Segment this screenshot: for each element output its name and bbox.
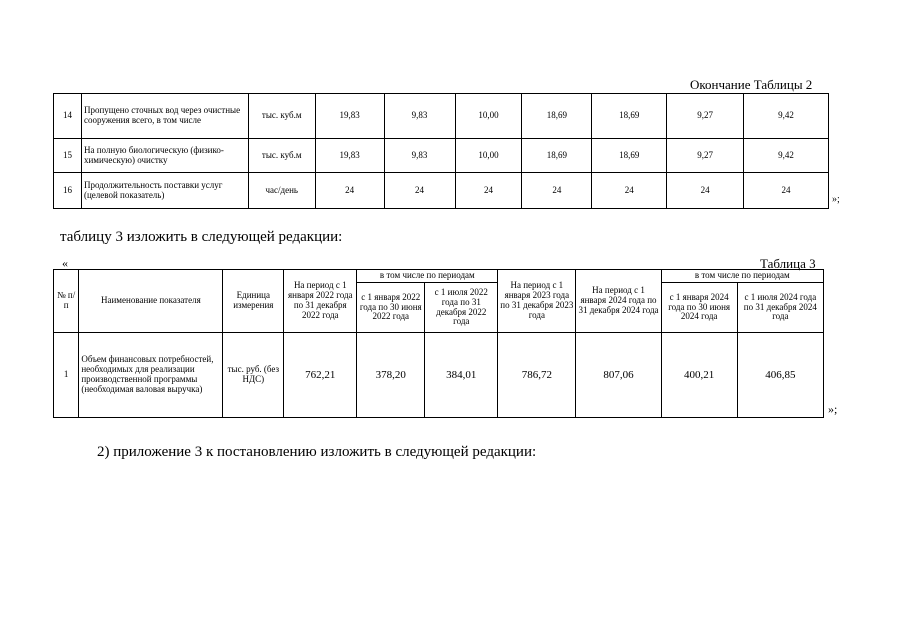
table3-caption: Таблица 3: [760, 256, 816, 271]
value-cell: 19,83: [315, 139, 384, 173]
header-period-2022: На период с 1 января 2022 года по 31 декабря 2022 года: [284, 270, 357, 333]
value-cell: 406,85: [737, 333, 823, 418]
row-number: 14: [54, 94, 82, 139]
header-h1-2024: с 1 января 2024 года по 30 июня 2024 года: [661, 283, 737, 333]
indicator-name: Объем финансовых потребностей, необходимых для реализации производственной программы (необходимая валовая выручка): [79, 333, 223, 418]
header-unit: Единица измерения: [223, 270, 284, 333]
table-row: [54, 139, 829, 173]
value-cell: 9,42: [744, 139, 829, 173]
value-cell: 24: [744, 173, 829, 209]
value-cell: 378,20: [357, 333, 425, 418]
value-cell: 24: [522, 173, 592, 209]
unit: тыс. куб.м: [248, 139, 315, 173]
table-row: [54, 333, 824, 418]
table3: [53, 269, 824, 418]
header-num: № п/п: [54, 270, 79, 333]
value-cell: 10,00: [455, 139, 522, 173]
row-number: 15: [54, 139, 82, 173]
unit: час/день: [248, 173, 315, 209]
value-cell: 9,42: [744, 94, 829, 139]
value-cell: 19,83: [315, 94, 384, 139]
value-cell: 18,69: [592, 94, 667, 139]
table2-closing-mark: »;: [832, 194, 840, 205]
value-cell: 807,06: [576, 333, 661, 418]
indicator-name: На полную биологическую (физико-химическую) очистку: [81, 139, 248, 173]
value-cell: 18,69: [522, 94, 592, 139]
value-cell: 762,21: [284, 333, 357, 418]
value-cell: 400,21: [661, 333, 737, 418]
paragraph-appendix: 2) приложение 3 к постановлению изложить в следующей редакции:: [97, 444, 537, 460]
value-cell: 9,27: [667, 94, 744, 139]
header-name: Наименование показателя: [79, 270, 223, 333]
value-cell: 18,69: [522, 139, 592, 173]
table2-caption: Окончание Таблицы 2: [690, 77, 813, 92]
value-cell: 24: [592, 173, 667, 209]
header-incl-periods-2024: в том числе по периодам: [661, 270, 823, 283]
table-row: [54, 94, 829, 139]
unit: тыс. куб.м: [248, 94, 315, 139]
header-period-2023: На период с 1 января 2023 года по 31 декабря 2023 года: [498, 270, 576, 333]
table3-open-quote: «: [62, 256, 68, 270]
value-cell: 24: [667, 173, 744, 209]
header-h2-2024: с 1 июля 2024 года по 31 декабря 2024 года: [737, 283, 823, 333]
value-cell: 384,01: [425, 333, 498, 418]
table3-closing-mark: »;: [828, 402, 838, 416]
indicator-name: Продолжительность поставки услуг (целевой показатель): [81, 173, 248, 209]
value-cell: 9,83: [384, 94, 455, 139]
header-incl-periods-2022: в том числе по периодам: [357, 270, 498, 283]
value-cell: 786,72: [498, 333, 576, 418]
table2: [53, 93, 829, 209]
header-h2-2022: с 1 июля 2022 года по 31 декабря 2022 года: [425, 283, 498, 333]
table-row: [54, 173, 829, 209]
paragraph-instruction: таблицу 3 изложить в следующей редакции:: [60, 229, 343, 245]
value-cell: 24: [384, 173, 455, 209]
value-cell: 18,69: [592, 139, 667, 173]
header-h1-2022: с 1 января 2022 года по 30 июня 2022 года: [357, 283, 425, 333]
row-number: 16: [54, 173, 82, 209]
value-cell: 9,83: [384, 139, 455, 173]
header-period-2024: На период с 1 января 2024 года по 31 декабря 2024 года: [576, 270, 661, 333]
value-cell: 10,00: [455, 94, 522, 139]
indicator-name: Пропущено сточных вод через очистные сооружения всего, в том числе: [81, 94, 248, 139]
row-number: 1: [54, 333, 79, 418]
value-cell: 9,27: [667, 139, 744, 173]
value-cell: 24: [455, 173, 522, 209]
value-cell: 24: [315, 173, 384, 209]
unit: тыс. руб. (без НДС): [223, 333, 284, 418]
